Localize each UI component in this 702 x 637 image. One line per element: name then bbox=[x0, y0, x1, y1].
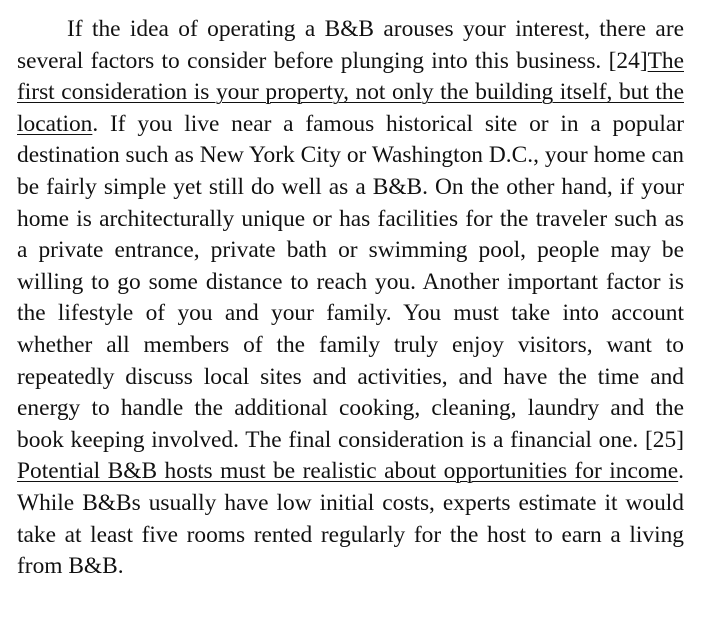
question-marker-24: [24] bbox=[608, 47, 648, 74]
passage-intro: If the idea of operating a B&B arouses your interest, there are several factors to consider before plunging into this business. bbox=[17, 16, 684, 74]
question-marker-25: [25] bbox=[645, 426, 684, 453]
underlined-sentence-25: Potential B&B hosts must be realistic about opportunities for income bbox=[17, 458, 679, 485]
underlined-sentence-24: The first consideration is your property, not only the building itself, but the location bbox=[17, 47, 684, 137]
passage-body-2: . While B&Bs usually have low initial costs, experts estimate it would take at least five rooms rented regularly for the host to earn a living from B&B. bbox=[17, 458, 684, 580]
passage-paragraph bbox=[17, 14, 684, 583]
passage-body-1: . If you live near a famous historical site or in a popular destination such as New York City or Washington D.C., your home can be fairly simple yet still do well as a B&B. On the other hand, if your home is architecturally unique or has facilities for the traveler such as a private entrance, private bath or swimming pool, people may be willing to go some distance to reach you. Another important factor is the lifestyle of you and your family. You must take into account whether all members of the family truly enjoy visitors, want to repeatedly discuss local sites and activities, and have the time and energy to handle the additional cooking, cleaning, laundry and the book keeping involved. The final consideration is a financial one. bbox=[17, 110, 684, 453]
